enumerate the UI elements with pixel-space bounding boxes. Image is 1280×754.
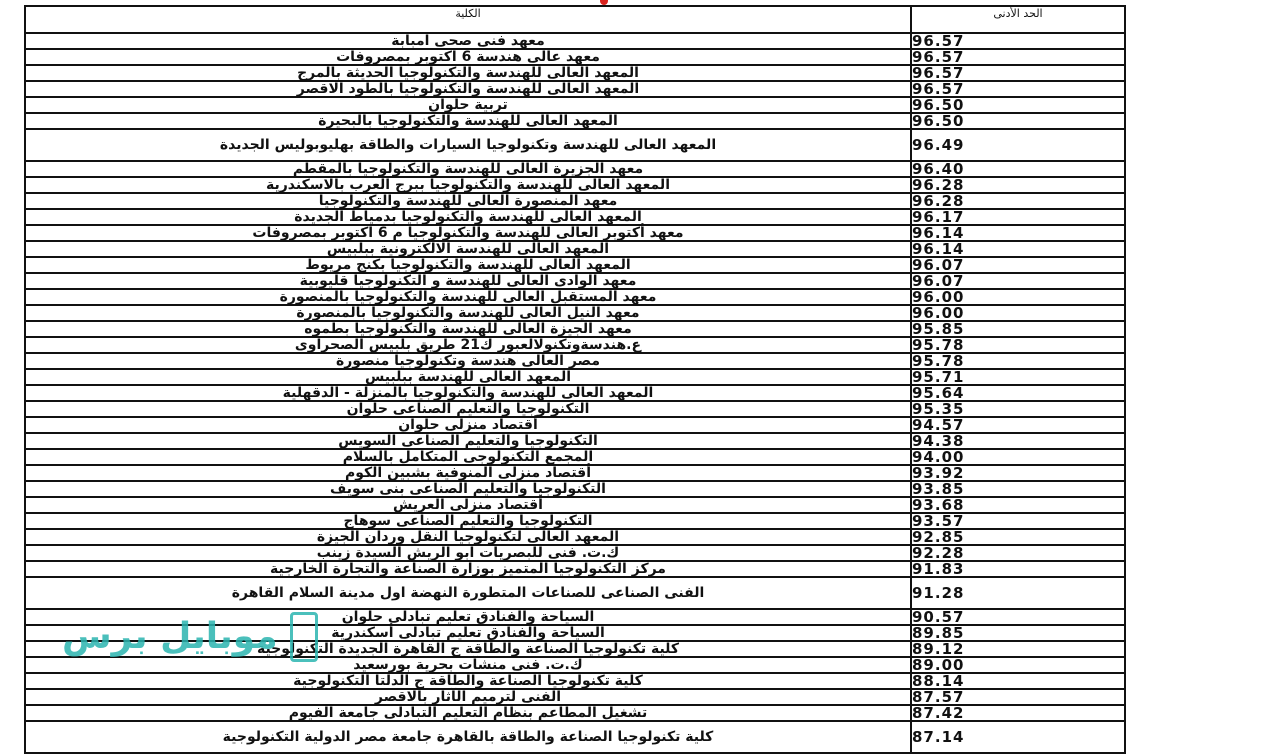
college-name-cell: المعهد العالى للهندسة والتكنولوجيا بكنج مريوط	[25, 257, 911, 273]
college-name-cell: تربية حلوان	[25, 97, 911, 113]
min-score-cell: 96.57	[911, 81, 1125, 97]
college-name-cell: المجمع التكنولوجى المتكامل بالسلام	[25, 449, 911, 465]
college-name-cell: المعهد العالى للهندسة ببلبيس	[25, 369, 911, 385]
min-score-cell: 92.28	[911, 545, 1125, 561]
min-score-cell: 94.38	[911, 433, 1125, 449]
college-name-cell: التكنولوجيا والتعليم الصناعى السويس	[25, 433, 911, 449]
watermark-text: موبايل برس	[62, 616, 278, 657]
college-name-cell: المعهد العالى للهندسة الالكترونية ببلبيس	[25, 241, 911, 257]
min-score-cell: 87.14	[911, 721, 1125, 753]
table-row	[25, 577, 1125, 609]
min-score-cell: 96.50	[911, 97, 1125, 113]
table-row	[25, 513, 1125, 529]
college-name-cell: المعهد العالى للهندسة والتكنولوجيا بدمياط الجديدة	[25, 209, 911, 225]
college-name-cell: مصر العالى هندسة وتكنولوجيا منصورة	[25, 353, 911, 369]
table-row	[25, 497, 1125, 513]
college-name-cell: أقتصاد منزلى المنوفية بشبين الكوم	[25, 465, 911, 481]
college-name-cell: معهد الجيزة العالى للهندسة والتكنولوجيا بطموه	[25, 321, 911, 337]
college-name-cell: الفنى لترميم الآثار بالاقصر	[25, 689, 911, 705]
min-score-cell: 90.57	[911, 609, 1125, 625]
table-row	[25, 353, 1125, 369]
table-row	[25, 401, 1125, 417]
min-score-cell: 88.14	[911, 673, 1125, 689]
table-row	[25, 417, 1125, 433]
min-score-cell: 91.83	[911, 561, 1125, 577]
min-score-cell: 89.85	[911, 625, 1125, 641]
min-score-cell: 95.35	[911, 401, 1125, 417]
table-row	[25, 481, 1125, 497]
table-row	[25, 225, 1125, 241]
right-blank-panel	[1126, 0, 1280, 720]
min-score-cell: 96.57	[911, 49, 1125, 65]
college-name-cell: المعهد العالى لتكنولوجيا النقل وردان الجيزة	[25, 529, 911, 545]
min-score-cell: 93.68	[911, 497, 1125, 513]
table-row	[25, 209, 1125, 225]
min-score-cell: 96.07	[911, 257, 1125, 273]
college-name-cell: مركز التكنولوجيا المتميز بوزارة الصناعة والتجارة الخارجية	[25, 561, 911, 577]
table-row	[25, 97, 1125, 113]
table-row	[25, 177, 1125, 193]
min-score-cell: 96.00	[911, 305, 1125, 321]
min-score-cell: 96.00	[911, 289, 1125, 305]
watermark-logo	[62, 610, 322, 670]
min-score-cell: 87.57	[911, 689, 1125, 705]
table-header-row	[25, 6, 1125, 33]
min-score-cell: 96.14	[911, 241, 1125, 257]
college-name-cell: معهد المستقبل العالى للهندسة والتكنولوجيا بالمنصورة	[25, 289, 911, 305]
college-name-cell: معهد عالى هندسة 6 اكتوبر بمصروفات	[25, 49, 911, 65]
table-row	[25, 369, 1125, 385]
table-row	[25, 289, 1125, 305]
min-score-cell: 94.57	[911, 417, 1125, 433]
table-row	[25, 545, 1125, 561]
college-name-cell: أقتصاد منزلى حلوان	[25, 417, 911, 433]
table-row	[25, 81, 1125, 97]
college-name-cell: الفنى الصناعى للصناعات المتطورة النهضة اول مدينة السلام القاهرة	[25, 577, 911, 609]
table-row	[25, 33, 1125, 49]
min-score-cell: 93.92	[911, 465, 1125, 481]
min-score-cell: 92.85	[911, 529, 1125, 545]
college-name-cell: المعهد العالى للهندسة والتكنولوجيا بالبحيرة	[25, 113, 911, 129]
min-score-cell: 95.64	[911, 385, 1125, 401]
college-name-cell: كلية تكنولوجيا الصناعة والطاقة بالقاهرة جامعة مصر الدولية التكنولوجية	[25, 721, 911, 753]
table-row	[25, 433, 1125, 449]
college-name-cell: أقتصاد منزلى العريش	[25, 497, 911, 513]
min-score-cell: 96.07	[911, 273, 1125, 289]
table-row	[25, 273, 1125, 289]
min-score-cell: 95.78	[911, 353, 1125, 369]
table-row	[25, 305, 1125, 321]
college-name-cell: السياحة والفنادق تعليم تبادلى أسكندرية	[25, 625, 911, 641]
college-name-cell: معهد الوادى العالى للهندسة و التكنولوجيا قليوبية	[25, 273, 911, 289]
college-name-cell: ع.هندسةوتكنولالعبور ك21 طريق بلبيس الصحراوى	[25, 337, 911, 353]
min-score-cell: 96.50	[911, 113, 1125, 129]
college-name-cell: المعهد العالى للهندسة وتكنولوجيا السيارات والطاقة بهليوبوليس الجديدة	[25, 129, 911, 161]
min-score-cell: 95.78	[911, 337, 1125, 353]
min-score-cell: 93.85	[911, 481, 1125, 497]
table-row	[25, 385, 1125, 401]
table-row	[25, 257, 1125, 273]
table-row	[25, 337, 1125, 353]
college-name-cell: السياحة والفنادق تعليم تبادلى حلوان	[25, 609, 911, 625]
min-score-cell: 89.12	[911, 641, 1125, 657]
table-row	[25, 673, 1125, 689]
min-score-cell: 96.49	[911, 129, 1125, 161]
min-score-cell: 95.71	[911, 369, 1125, 385]
table-row	[25, 721, 1125, 753]
min-score-cell: 96.57	[911, 33, 1125, 49]
min-score-cell: 94.00	[911, 449, 1125, 465]
table-row	[25, 465, 1125, 481]
college-name-cell: التكنولوجيا والتعليم الصناعى حلوان	[25, 401, 911, 417]
college-name-cell: المعهد العالى للهندسة والتكنولوجيا الحديثة بالمرج	[25, 65, 911, 81]
min-score-cell: 96.14	[911, 225, 1125, 241]
table-row	[25, 49, 1125, 65]
min-score-cell: 96.28	[911, 177, 1125, 193]
college-name-cell: ك.ت. فنى منشآت بحرية بورسعيد	[25, 657, 911, 673]
college-name-cell: معهد فنى صحى امبابة	[25, 33, 911, 49]
college-name-cell: ك.ت. فنى للبصريات ابو الريش السيدة زينب	[25, 545, 911, 561]
table-row	[25, 161, 1125, 177]
college-name-cell: التكنولوجيا والتعليم الصناعى سوهاج	[25, 513, 911, 529]
college-name-cell: المعهد العالى للهندسة والتكنولوجيا ببرج العرب بالاسكندرية	[25, 177, 911, 193]
phone-icon	[290, 612, 318, 662]
header-min-score: الحد الأدنى	[911, 6, 1125, 33]
min-score-cell: 96.17	[911, 209, 1125, 225]
min-score-cell: 95.85	[911, 321, 1125, 337]
header-college: الكلية	[25, 6, 911, 33]
table-row	[25, 193, 1125, 209]
college-name-cell: تشغيل المطاعم بنظام التعليم التبادلى جامعة الفيوم	[25, 705, 911, 721]
table-row	[25, 113, 1125, 129]
min-score-cell: 96.28	[911, 193, 1125, 209]
min-score-cell: 96.40	[911, 161, 1125, 177]
college-name-cell: معهد الجزيرة العالى للهندسة والتكنولوجيا بالمقطم	[25, 161, 911, 177]
min-score-cell: 93.57	[911, 513, 1125, 529]
min-score-cell: 96.57	[911, 65, 1125, 81]
college-name-cell: المعهد العالى للهندسة والتكنولوجيا بالطود الاقصر	[25, 81, 911, 97]
table-row	[25, 689, 1125, 705]
table-row	[25, 65, 1125, 81]
table-row	[25, 529, 1125, 545]
min-score-cell: 91.28	[911, 577, 1125, 609]
college-name-cell: كلية تكنولوجيا الصناعة والطاقة ج الدلتا التكنولوجية	[25, 673, 911, 689]
college-name-cell: التكنولوجيا والتعليم الصناعى بنى سويف	[25, 481, 911, 497]
college-name-cell: معهد النيل العالى للهندسة والتكنولوجيا بالمنصورة	[25, 305, 911, 321]
college-name-cell: كلية تكنولوجيا الصناعة والطاقة ج القاهرة الجديدة التكنولوجية	[25, 641, 911, 657]
table-row	[25, 705, 1125, 721]
college-name-cell: المعهد العالى للهندسة والتكنولوجيا بالمنزلة - الدقهلية	[25, 385, 911, 401]
table-row	[25, 129, 1125, 161]
min-score-cell: 87.42	[911, 705, 1125, 721]
table-row	[25, 449, 1125, 465]
table-row	[25, 241, 1125, 257]
table-row	[25, 321, 1125, 337]
min-score-cell: 89.00	[911, 657, 1125, 673]
college-name-cell: معهد أكتوبر العالى للهندسة والتكنولوجيا م 6 اكتوبر بمصروفات	[25, 225, 911, 241]
college-name-cell: معهد المنصورة العالى للهندسة والتكنولوجيا	[25, 193, 911, 209]
table-row	[25, 561, 1125, 577]
